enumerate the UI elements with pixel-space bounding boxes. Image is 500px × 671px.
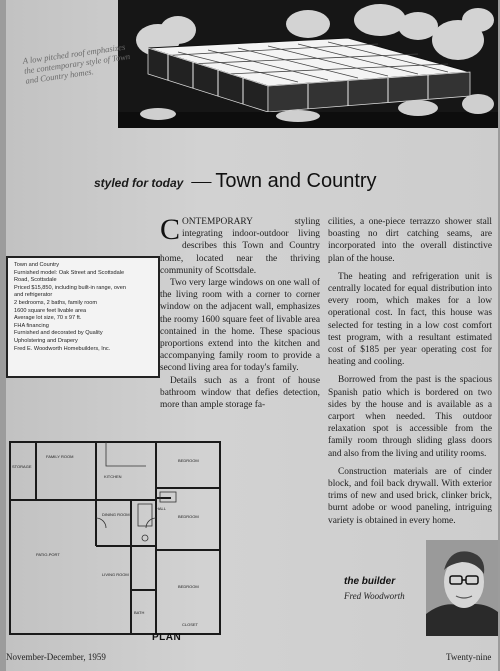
room-label: HALL — [156, 506, 167, 511]
article-column-2 — [328, 216, 492, 527]
fact-line: and refrigerator — [14, 292, 53, 299]
plan-label: PLAN — [152, 632, 182, 643]
fact-line: Fred E. Woodworth Homebuilders, Inc. — [14, 345, 111, 352]
room-label: BEDROOM — [178, 514, 199, 519]
page-number: Twenty-nine — [446, 652, 492, 662]
article-paragraph-3-cont: cilities, a one-piece terrazzo shower stall boasting no dirt catching seams, are incorporated into the overall distinctive plan of the house. — [328, 217, 492, 264]
fact-line: Furnished and decorated by Quality — [14, 330, 103, 337]
fact-line: Priced $15,850, including built-in range, oven — [14, 284, 126, 291]
builder-name: Fred Woodworth — [344, 591, 405, 601]
room-label: KITCHEN — [104, 474, 122, 479]
room-label: BEDROOM — [178, 584, 199, 589]
fact-line: 1600 square feet livable area — [14, 307, 87, 314]
fact-line: Average lot size, 70 x 97 ft. — [14, 315, 82, 322]
headline-kicker: styled for today — [94, 176, 184, 190]
article-column-1 — [160, 213, 320, 411]
builder-photo — [426, 540, 498, 636]
article-paragraph-1: CONTEMPORARY styling integrating indoor-outdoor living describes this Town and Country home, located near the thriving community of Scottsdale. — [160, 213, 320, 276]
room-label: BEDROOM — [178, 458, 199, 463]
article-paragraph-5: Borrowed from the past is the spacious Spanish patio which is bordered on two sides by the house and is available as a carport when needed. This outdoor relaxation spot is accessible from the family room through sliding glass doors and also from the living and utility rooms. — [328, 375, 492, 459]
article-paragraph-2: Two very large windows on one wall of the living room with a corner to corner window on the adjacent wall, emphasizes the roomy 1600 square feet of livable area contained in the home. These spacious proportions extend into the kitchen and accompanying family room to provide a second living area for today's family. — [160, 278, 320, 374]
builder-portrait — [426, 540, 498, 636]
article-paragraph-4: The heating and refrigeration unit is centrally located for equal distribution into every room, which makes for a low operational cost. In fact, this house was selected for testing in a low cost comfort test program, with a resultant estimated cost of $185 per year operating cost for heating and cooling. — [328, 271, 492, 368]
article-headline — [94, 170, 377, 193]
fact-line: Road, Scottsdale — [14, 277, 57, 284]
fact-line: Upholstering and Drapery — [14, 337, 78, 344]
fact-line: Town and Country — [14, 262, 60, 268]
fact-line: 2 bedrooms, 2 baths, family room — [14, 299, 98, 306]
fact-line: FHA financing — [14, 322, 49, 329]
builder-label: the builder — [344, 576, 396, 587]
room-label: STORAGE — [12, 464, 32, 469]
room-label: CLOSET — [182, 622, 199, 627]
headline-title: Town and Country — [215, 170, 377, 192]
fact-line: Furnished model: Oak Street and Scottsdale — [14, 269, 125, 276]
article-paragraph-6: Construction materials are of cinder block, and foil back drywall. With exterior trims of new and used brick, clinker brick, burnt adobe or wood paneling, intriguing variety is obtained in every home. — [328, 466, 492, 526]
room-label: LIVING ROOM — [102, 572, 129, 577]
house-illustration — [118, 0, 498, 128]
floor-plan-drawing — [6, 438, 228, 650]
magazine-page — [6, 0, 498, 671]
house-drawing — [118, 0, 498, 128]
room-label: DINING ROOM — [102, 512, 130, 517]
room-label: FAMILY ROOM — [46, 454, 74, 459]
room-label: BATH — [134, 610, 145, 615]
floor-plan — [6, 438, 228, 650]
drop-cap: C — [160, 213, 181, 246]
hero-caption: A low pitched roof emphasizes the contemporary style of Town and Country homes. — [22, 41, 131, 86]
headline-dash: — — [191, 170, 212, 192]
fact-box — [6, 256, 160, 378]
room-label: PATIO-PORT — [36, 552, 60, 557]
issue-date: November-December, 1959 — [6, 652, 106, 662]
builder-credit — [344, 576, 405, 601]
article-paragraph-3: Details such as a front of house bathroom window that defies detection, more than ample storage fa- — [160, 375, 320, 411]
